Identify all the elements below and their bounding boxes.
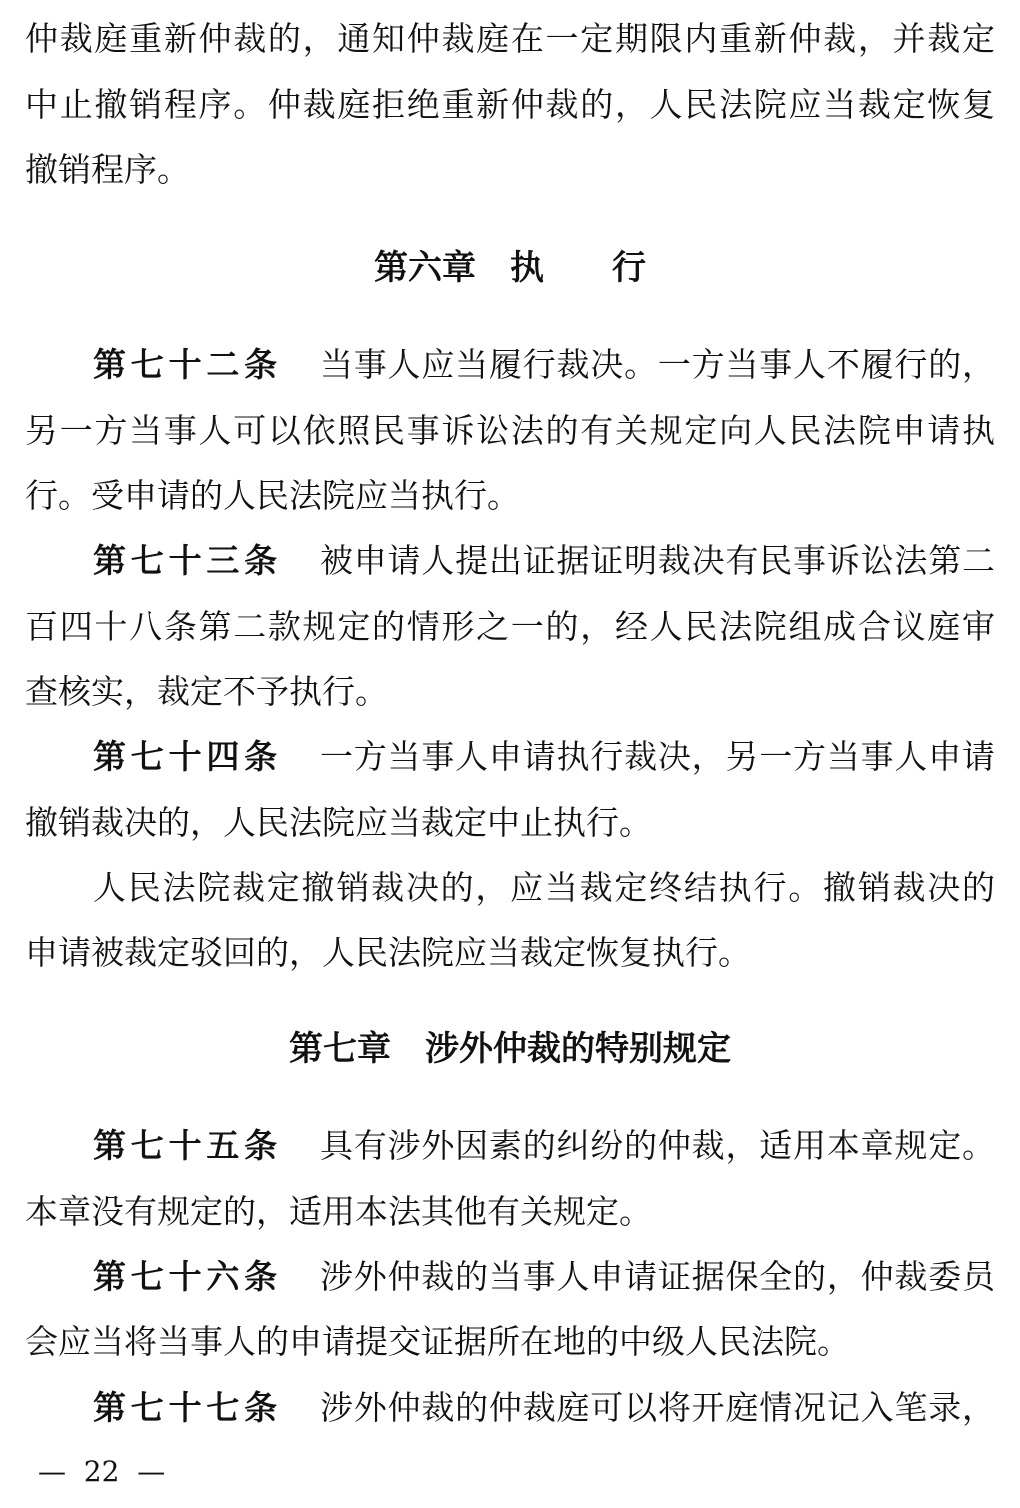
article-76-label: 第七十六条 [93, 1257, 282, 1296]
article-74-para2-line-1: 人民法院裁定撤销裁决的，应当裁定终结执行。撤销裁决的 [93, 868, 995, 907]
article-75-label: 第七十五条 [93, 1126, 282, 1165]
article-74-line-2: 撤销裁决的，人民法院应当裁定中止执行。 [25, 803, 652, 842]
article-76-line-2: 会应当将当事人的申请提交证据所在地的中级人民法院。 [25, 1322, 850, 1361]
article-74-para2-line-2: 申请被裁定驳回的，人民法院应当裁定恢复执行。 [25, 933, 751, 972]
article-75-line-2: 本章没有规定的，适用本法其他有关规定。 [25, 1192, 652, 1231]
article-77-text-1: 涉外仲裁的仲裁庭可以将开庭情况记入笔录， [319, 1388, 996, 1427]
article-72-line-2: 另一方当事人可以依照民事诉讼法的有关规定向人民法院申请执 [25, 411, 995, 450]
article-72-text-1: 当事人应当履行裁决。一方当事人不履行的， [319, 345, 996, 384]
article-72-label: 第七十二条 [93, 345, 282, 384]
page-number: — 22 — [38, 1455, 166, 1488]
article-75-line-1 [93, 1121, 995, 1171]
article-72-line-1 [93, 340, 995, 390]
article-77-label: 第七十七条 [93, 1388, 282, 1427]
article-74-text-1: 一方当事人申请执行裁决，另一方当事人申请 [319, 737, 996, 776]
chapter-7-heading: 第七章 涉外仲裁的特别规定 [289, 1029, 731, 1069]
article-75-text-1: 具有涉外因素的纠纷的仲裁，适用本章规定。 [319, 1126, 996, 1165]
article-76-text-1: 涉外仲裁的当事人申请证据保全的，仲裁委员 [319, 1257, 996, 1296]
article-77-line-1 [93, 1383, 995, 1433]
intro-line-2: 中止撤销程序。仲裁庭拒绝重新仲裁的，人民法院应当裁定恢复 [25, 85, 995, 124]
intro-line-3: 撤销程序。 [25, 150, 190, 189]
article-73-label: 第七十三条 [93, 541, 282, 580]
article-73-line-1 [93, 536, 995, 586]
chapter-6-heading: 第六章 执 行 [374, 248, 646, 288]
article-73-line-2: 百四十八条第二款规定的情形之一的，经人民法院组成合议庭审 [25, 607, 995, 646]
article-73-text-1: 被申请人提出证据证明裁决有民事诉讼法第二 [319, 541, 996, 580]
intro-line-1: 仲裁庭重新仲裁的，通知仲裁庭在一定期限内重新仲裁，并裁定 [25, 19, 995, 58]
article-76-line-1 [93, 1252, 995, 1302]
article-74-label: 第七十四条 [93, 737, 282, 776]
article-73-line-3: 查核实，裁定不予执行。 [25, 672, 388, 711]
article-72-line-3: 行。受申请的人民法院应当执行。 [25, 476, 520, 515]
article-74-line-1 [93, 732, 995, 782]
